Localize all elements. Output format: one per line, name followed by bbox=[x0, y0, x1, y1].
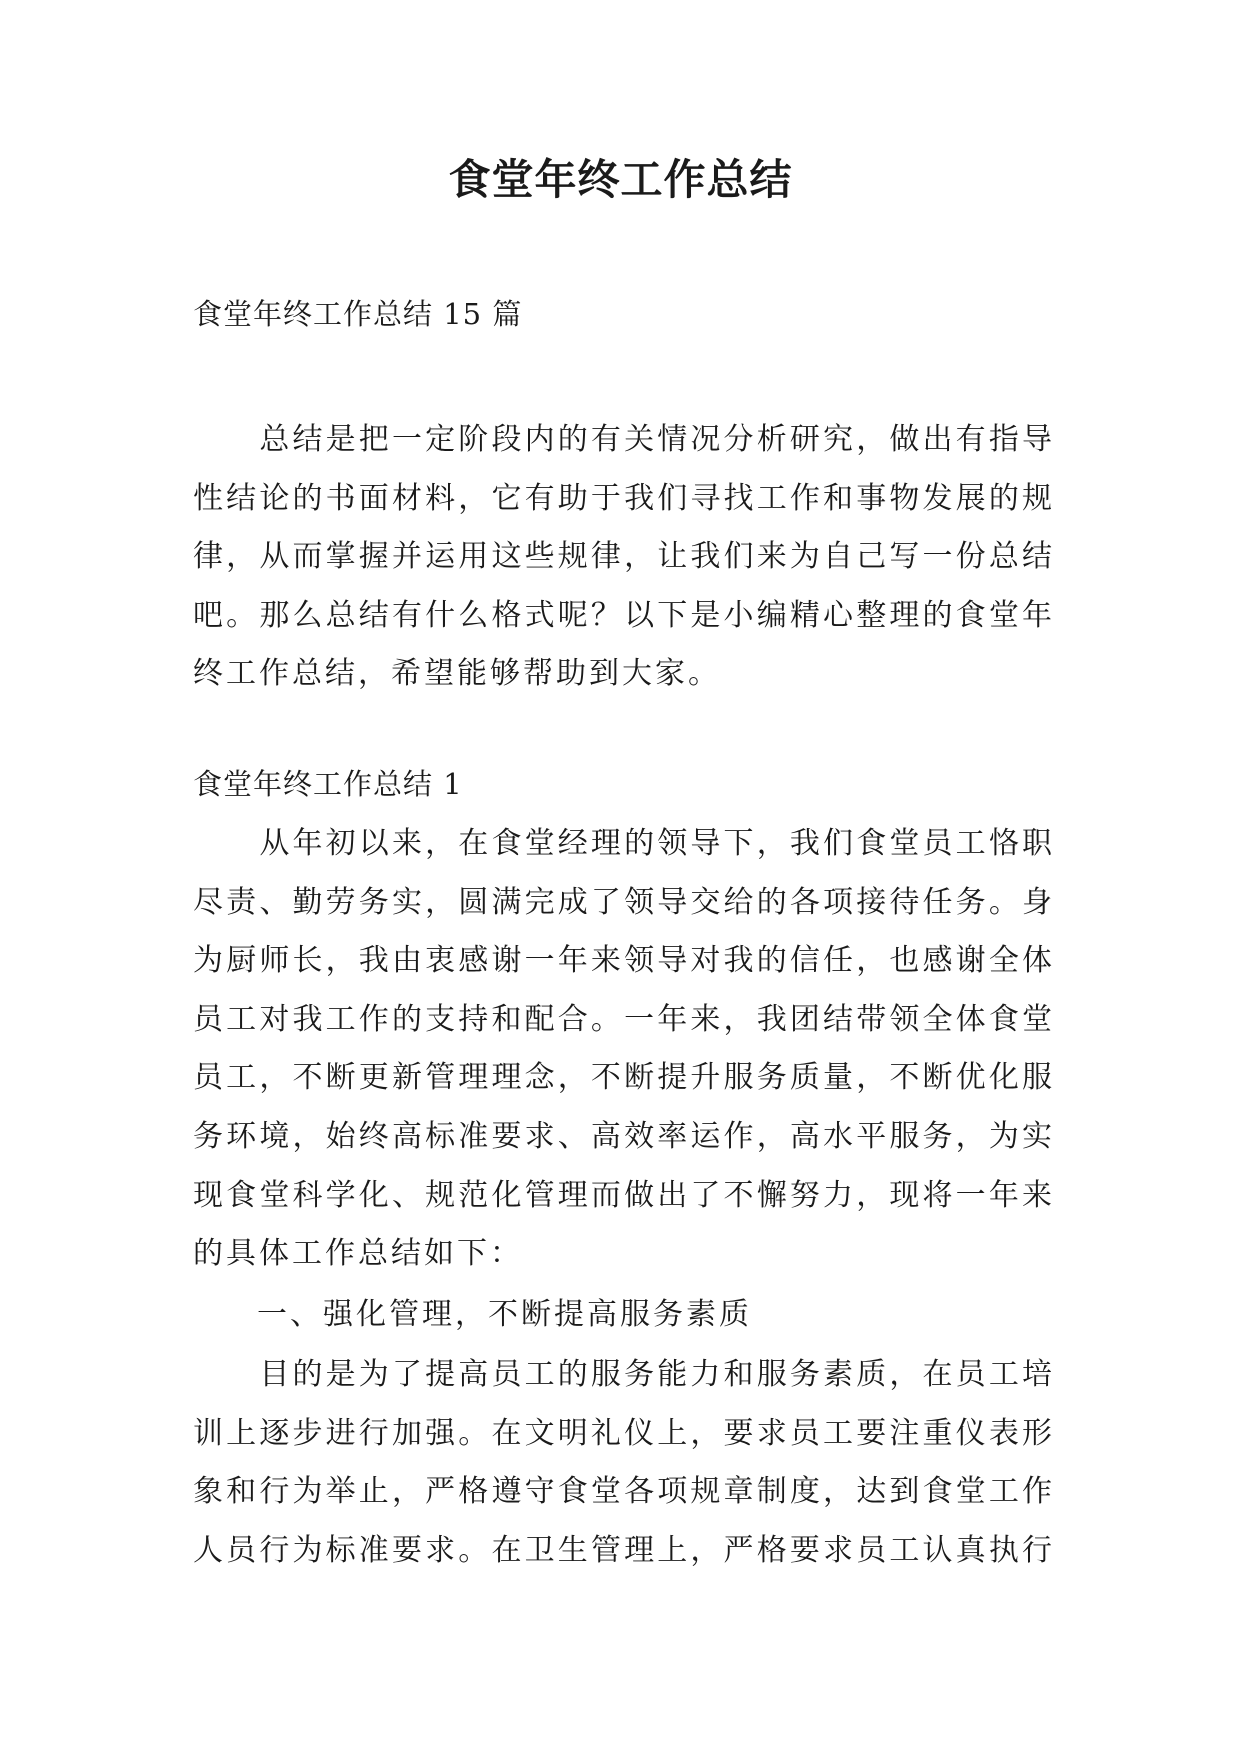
section-line: 的具体工作总结如下： bbox=[193, 1236, 523, 1272]
subsection-paragraph bbox=[193, 1346, 1055, 1580]
section-line: 员工对我工作的支持和配合。一年来，我团结带领全体食堂 bbox=[193, 1001, 1055, 1037]
subsection-line: 象和行为举止，严格遵守食堂各项规章制度，达到食堂工作 bbox=[193, 1474, 1055, 1510]
section-line: 尽责、勤劳务实，圆满完成了领导交给的各项接待任务。身 bbox=[193, 884, 1055, 920]
document-title: 食堂年终工作总结 bbox=[448, 155, 793, 204]
section-line: 务环境，始终高标准要求、高效率运作，高水平服务，为实 bbox=[193, 1118, 1055, 1154]
subsection-heading: 一、强化管理，不断提高服务素质 bbox=[257, 1297, 752, 1332]
intro-line: 总结是把一定阶段内的有关情况分析研究，做出有指导 bbox=[193, 422, 1055, 457]
subsection-line: 人员行为标准要求。在卫生管理上，严格要求员工认真执行 bbox=[193, 1532, 1055, 1568]
section-line: 为厨师长，我由衷感谢一年来领导对我的信任，也感谢全体 bbox=[193, 943, 1055, 979]
intro-line: 终工作总结，希望能够帮助到大家。 bbox=[193, 656, 721, 692]
intro-line: 性结论的书面材料，它有助于我们寻找工作和事物发展的规 bbox=[193, 480, 1055, 516]
section-line: 员工，不断更新管理理念，不断提升服务质量，不断优化服 bbox=[193, 1060, 1055, 1096]
section-line: 从年初以来，在食堂经理的领导下，我们食堂员工恪职 bbox=[193, 826, 1055, 861]
subsection-line: 目的是为了提高员工的服务能力和服务素质，在员工培 bbox=[193, 1357, 1055, 1392]
subsection-line: 训上逐步进行加强。在文明礼仪上，要求员工要注重仪表形 bbox=[193, 1415, 1055, 1451]
section-line: 现食堂科学化、规范化管理而做出了不懈努力，现将一年来 bbox=[193, 1177, 1055, 1213]
section-title: 食堂年终工作总结 1 bbox=[193, 767, 463, 801]
intro-paragraph bbox=[193, 411, 1055, 704]
intro-line: 吧。那么总结有什么格式呢？以下是小编精心整理的食堂年 bbox=[193, 597, 1055, 633]
section-paragraph bbox=[193, 815, 1055, 1284]
document-subtitle: 食堂年终工作总结 15 篇 bbox=[193, 297, 523, 331]
intro-line: 律，从而掌握并运用这些规律，让我们来为自己写一份总结 bbox=[193, 539, 1055, 575]
